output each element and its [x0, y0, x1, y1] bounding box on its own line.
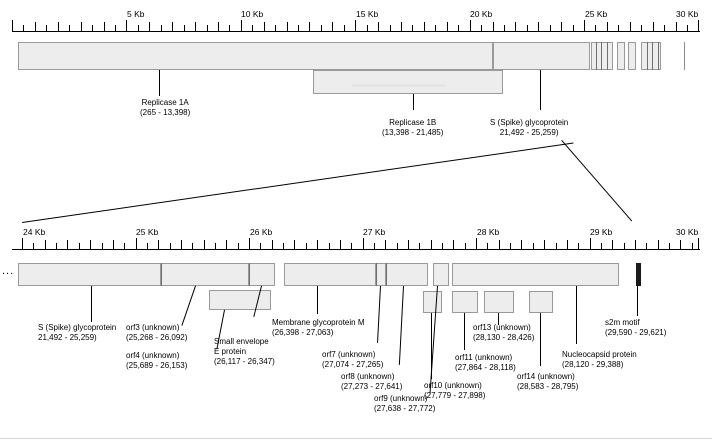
axis-tick	[385, 240, 386, 249]
axis-tick	[45, 240, 46, 249]
axis-tick	[424, 22, 425, 31]
axis-tick	[294, 240, 295, 249]
leader-line-replicase-1b	[413, 94, 414, 110]
callout-line-1: Replicase 1B	[389, 118, 437, 127]
callout-line-2: (28,583 - 28,795)	[517, 382, 579, 391]
callout-line-2: (25,689 - 26,153)	[126, 361, 188, 370]
axis-tick	[556, 243, 557, 249]
axis-tick	[332, 22, 333, 31]
callout-line-2: (27,864 - 28,118)	[455, 363, 516, 372]
axis-tick	[527, 25, 528, 31]
bottom-axis-label-28kb: 28 Kb	[477, 227, 500, 237]
axis-tick	[595, 25, 596, 31]
gene-box-orf-cluster-1[interactable]	[591, 42, 613, 70]
axis-tick	[412, 25, 413, 31]
leader-line-orf10	[431, 313, 432, 379]
axis-tick	[283, 243, 284, 249]
axis-tick-major	[249, 238, 250, 249]
axis-tick	[367, 25, 368, 31]
callout-orf14	[517, 372, 578, 392]
axis-tick	[419, 243, 420, 249]
axis-tick	[658, 240, 659, 249]
axis-tick	[321, 25, 322, 31]
gene-separator	[658, 42, 659, 70]
callout-orf11	[455, 353, 516, 373]
bottom-axis-label-29kb: 29 Kb	[590, 227, 613, 237]
axis-tick	[46, 25, 47, 31]
callout-line-2: (27,074 - 27,265)	[322, 360, 384, 369]
callout-line-1: S (Spike) glycoprotein	[490, 118, 569, 127]
callout-line-1: s2m motif	[605, 318, 640, 327]
callout-line-1: Nucleocapsid protein	[562, 350, 637, 359]
axis-tick	[653, 22, 654, 31]
gene-separator	[596, 42, 597, 70]
callout-replicase-1a	[140, 98, 190, 118]
axis-tick	[309, 22, 310, 31]
callout-line-2: (25,268 - 26,092)	[126, 333, 188, 342]
gene-box-spike-glycoprotein[interactable]	[493, 42, 590, 70]
gene-box-orf7[interactable]	[376, 263, 386, 286]
callout-line-3: (26,117 - 26,347)	[214, 357, 275, 366]
axis-tick	[680, 240, 681, 249]
top-axis-label-20kb: 20 Kb	[470, 9, 493, 19]
axis-tick	[35, 22, 36, 31]
axis-tick	[510, 243, 511, 249]
axis-tick	[33, 243, 34, 249]
axis-tick	[458, 25, 459, 31]
axis-tick-major	[584, 20, 585, 31]
axis-tick	[515, 22, 516, 31]
callout-membrane-glycoprotein-m	[272, 318, 364, 338]
axis-tick	[499, 240, 500, 249]
callout-line-1: orf3 (unknown)	[126, 323, 180, 332]
leader-line-spike-top	[540, 70, 541, 110]
callout-s2m-motif	[605, 318, 666, 338]
callout-line-1: orf4 (unknown)	[126, 351, 180, 360]
axis-tick-major	[241, 20, 242, 31]
callout-line-1: Small envelope	[214, 337, 269, 346]
top-axis-label-25kb: 25 Kb	[585, 9, 608, 19]
gene-separator	[386, 263, 387, 286]
gene-box-nucleocapsid-bottom[interactable]	[452, 263, 619, 286]
axis-tick-major	[476, 238, 477, 249]
axis-tick	[124, 243, 125, 249]
axis-tick	[158, 240, 159, 249]
axis-tick	[635, 240, 636, 249]
axis-tick	[435, 25, 436, 31]
leader-line-orf11	[464, 313, 465, 350]
callout-line-1: Membrane glycoprotein M	[272, 318, 365, 327]
axis-tick	[481, 25, 482, 31]
gene-separator	[607, 42, 608, 70]
axis-tick	[207, 25, 208, 31]
axis-tick	[521, 240, 522, 249]
axis-tick	[58, 22, 59, 31]
callout-line-2: (265 - 13,398)	[140, 108, 191, 117]
axis-tick	[260, 243, 261, 249]
callout-line-2: (28,130 - 28,426)	[473, 333, 535, 342]
axis-tick	[465, 243, 466, 249]
axis-tick	[573, 25, 574, 31]
axis-tick	[149, 22, 150, 31]
bottom-axis-label-26kb: 26 Kb	[250, 227, 273, 237]
axis-tick	[215, 243, 216, 249]
axis-tick	[317, 240, 318, 249]
top-axis-line	[12, 31, 700, 32]
callout-line-2: E protein	[214, 347, 247, 356]
axis-tick	[453, 240, 454, 249]
axis-tick	[275, 25, 276, 31]
top-axis-label-10kb: 10 Kb	[241, 9, 264, 19]
gene-box-spike-bottom[interactable]	[18, 263, 161, 286]
axis-tick	[687, 25, 688, 31]
axis-tick	[306, 243, 307, 249]
axis-tick	[612, 240, 613, 249]
callout-line-1: orf8 (unknown)	[341, 372, 395, 381]
axis-tick	[390, 25, 391, 31]
gene-separator	[647, 42, 648, 70]
leader-line-orf14	[540, 313, 541, 366]
axis-tick	[442, 243, 443, 249]
axis-tick	[170, 243, 171, 249]
axis-tick	[504, 25, 505, 31]
axis-tick	[538, 22, 539, 31]
leader-line-orf3	[181, 286, 196, 326]
axis-tick	[624, 243, 625, 249]
callout-line-2: (29,590 - 29,621)	[605, 328, 667, 337]
axis-tick	[226, 240, 227, 249]
axis-tick-major	[698, 20, 699, 31]
gene-box-orf11[interactable]	[452, 291, 478, 313]
axis-tick	[181, 240, 182, 249]
axis-tick	[238, 243, 239, 249]
gene-separator	[249, 263, 250, 286]
callout-line-2: (27,638 - 27,772)	[374, 404, 436, 413]
axis-tick	[69, 25, 70, 31]
genome-end-marker	[684, 42, 685, 70]
bottom-axis-label-30kb: 30 Kb	[676, 227, 699, 237]
callout-orf3	[126, 323, 187, 343]
gene-box-replicase-1a[interactable]	[18, 42, 493, 70]
bottom-axis-line	[12, 249, 700, 250]
bottom-axis-label-24kb: 24 Kb	[23, 227, 46, 237]
axis-tick	[567, 240, 568, 249]
axis-tick-major	[363, 238, 364, 249]
callout-line-2: (27,779 - 27,898)	[424, 391, 486, 400]
axis-tick	[92, 25, 93, 31]
axis-tick	[67, 240, 68, 249]
callout-replicase-1b	[382, 118, 443, 138]
axis-tick	[397, 243, 398, 249]
callout-spike-top	[490, 118, 568, 138]
axis-tick	[618, 25, 619, 31]
callout-line-2: (26,398 - 27,063)	[272, 328, 334, 337]
gene-box-orf9[interactable]	[433, 263, 449, 286]
axis-tick	[607, 22, 608, 31]
callout-orf8	[341, 372, 402, 392]
axis-tick-major	[698, 238, 699, 249]
gene-box-replicase-1b[interactable]	[313, 70, 503, 94]
gene-separator	[652, 42, 653, 70]
axis-tick	[408, 240, 409, 249]
gene-box-replicase-1b-shade	[352, 84, 445, 87]
gene-box-orf4[interactable]	[209, 290, 271, 310]
bottom-axis-label-27kb: 27 Kb	[363, 227, 386, 237]
gene-separator	[376, 263, 377, 286]
callout-line-2: (13,398 - 21,485)	[382, 128, 444, 137]
gene-box-orf3[interactable]	[161, 263, 249, 286]
axis-tick	[561, 22, 562, 31]
top-axis-label-30kb: 30 Kb	[676, 9, 699, 19]
callout-line-2: 21,492 - 25,259)	[38, 333, 97, 342]
axis-tick	[447, 22, 448, 31]
axis-tick	[401, 22, 402, 31]
gene-box-orf13[interactable]	[484, 291, 514, 313]
axis-tick	[550, 25, 551, 31]
axis-tick	[115, 25, 116, 31]
callout-spike-bottom	[38, 323, 116, 343]
axis-tick	[641, 25, 642, 31]
axis-tick-major	[22, 238, 23, 249]
gene-box-orf-cluster-2[interactable]	[617, 42, 625, 70]
axis-tick	[56, 243, 57, 249]
leader-line-replicase-1a	[159, 70, 160, 96]
leader-line-spike-bottom	[91, 286, 92, 322]
callout-line-2: (28,120 - 29,388)	[562, 360, 624, 369]
top-axis-label-15kb: 15 Kb	[356, 9, 379, 19]
axis-tick	[378, 22, 379, 31]
axis-tick	[340, 240, 341, 249]
zoom-connector-right	[561, 140, 632, 221]
axis-tick	[23, 25, 24, 31]
gene-box-orf10[interactable]	[423, 291, 442, 313]
axis-tick	[287, 22, 288, 31]
axis-tick	[79, 243, 80, 249]
axis-tick	[578, 243, 579, 249]
leader-line-orf8	[399, 286, 404, 365]
axis-tick	[204, 240, 205, 249]
callout-line-1: Replicase 1A	[141, 98, 189, 107]
axis-tick	[533, 243, 534, 249]
axis-tick	[298, 25, 299, 31]
callout-line-1: orf9 (unknown)	[374, 394, 428, 403]
axis-tick	[192, 243, 193, 249]
axis-tick-major	[590, 238, 591, 249]
axis-tick	[669, 243, 670, 249]
axis-tick	[544, 240, 545, 249]
gene-box-orf3b[interactable]	[249, 263, 275, 286]
axis-tick	[195, 22, 196, 31]
axis-tick	[329, 243, 330, 249]
axis-tick	[664, 25, 665, 31]
zoom-connector-left	[22, 143, 573, 223]
axis-tick	[493, 22, 494, 31]
gene-box-s2m-motif[interactable]	[636, 263, 641, 286]
axis-tick	[630, 22, 631, 31]
axis-tick	[646, 243, 647, 249]
axis-tick	[90, 240, 91, 249]
gene-separator	[601, 42, 602, 70]
leader-line-nucleocapsid	[576, 286, 577, 344]
bottom-axis-label-25kb: 25 Kb	[136, 227, 159, 237]
axis-tick-major	[470, 20, 471, 31]
axis-tick	[184, 25, 185, 31]
axis-tick	[487, 243, 488, 249]
leader-line-membrane-m	[317, 286, 318, 314]
axis-tick	[272, 240, 273, 249]
callout-nucleocapsid	[562, 350, 637, 370]
gene-separator	[161, 263, 162, 286]
callout-line-2: 21,492 - 25,259)	[499, 128, 559, 137]
callout-line-1: orf14 (unknown)	[517, 372, 575, 381]
axis-tick	[218, 22, 219, 31]
axis-tick	[138, 25, 139, 31]
callout-orf13	[473, 323, 534, 343]
axis-tick	[229, 25, 230, 31]
axis-tick	[264, 22, 265, 31]
axis-tick-major	[126, 20, 127, 31]
axis-tick	[81, 22, 82, 31]
leader-line-orf7	[377, 286, 381, 343]
gene-box-orf14[interactable]	[529, 291, 553, 313]
axis-tick	[252, 25, 253, 31]
gene-box-membrane-glycoprotein-m[interactable]	[284, 263, 376, 286]
axis-tick	[172, 22, 173, 31]
axis-tick	[431, 240, 432, 249]
callout-line-2: (27,273 - 27,641)	[341, 382, 403, 391]
callout-line-1: orf11 (unknown)	[455, 353, 513, 362]
callout-small-envelope-e-protein	[214, 337, 275, 367]
axis-tick-major	[355, 20, 356, 31]
callout-orf4	[126, 351, 187, 371]
axis-tick	[351, 243, 352, 249]
axis-tick	[12, 20, 13, 31]
axis-tick	[601, 243, 602, 249]
callout-orf7	[322, 350, 383, 370]
axis-tick	[104, 22, 105, 31]
axis-tick	[374, 243, 375, 249]
axis-tick	[147, 243, 148, 249]
top-axis-label-5kb: 5 Kb	[127, 9, 145, 19]
callout-line-1: orf10 (unknown)	[424, 381, 482, 390]
axis-tick	[113, 240, 114, 249]
callout-line-1: S (Spike) glycoprotein	[38, 323, 117, 332]
axis-tick	[676, 22, 677, 31]
axis-tick	[344, 25, 345, 31]
leader-line-s2m	[637, 286, 638, 316]
callout-orf10	[424, 381, 485, 401]
axis-tick-major	[136, 238, 137, 249]
axis-tick	[692, 243, 693, 249]
axis-tick	[161, 25, 162, 31]
callout-line-1: orf13 (unknown)	[473, 323, 531, 332]
continuation-ellipsis-left: ...	[2, 265, 15, 277]
axis-tick	[102, 243, 103, 249]
gene-box-orf-cluster-3[interactable]	[628, 42, 636, 70]
callout-line-1: orf7 (unknown)	[322, 350, 376, 359]
gene-box-orf8[interactable]	[386, 263, 428, 286]
